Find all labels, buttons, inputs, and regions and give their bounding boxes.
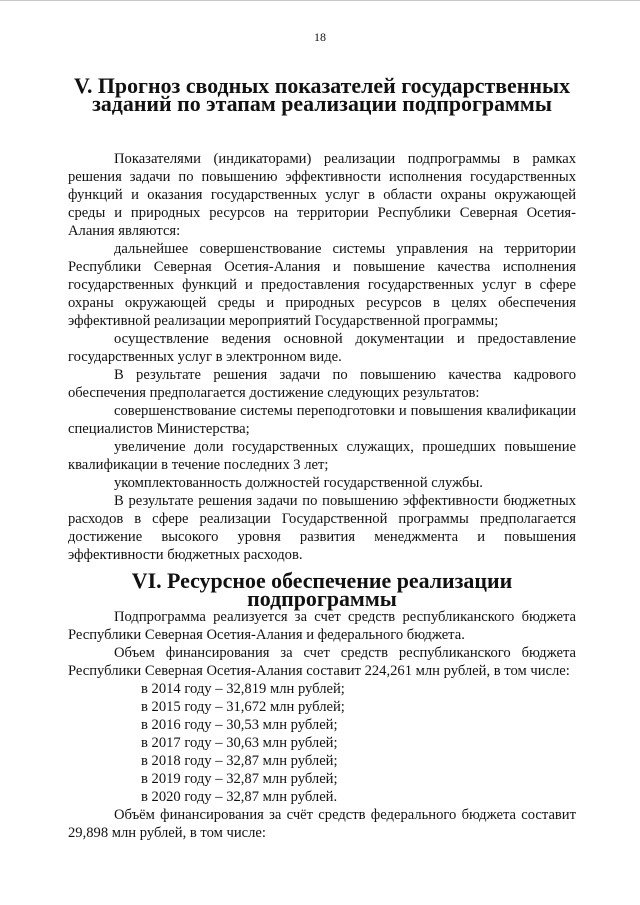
section-vi-heading: VI. Ресурсное обеспечение реализации подпрограммы — [131, 568, 513, 611]
section-v-paragraph: осуществление ведения основной документации и предоставление государственных услуг в электронном виде. — [68, 331, 576, 365]
section-v-paragraph: совершенствование системы переподготовки и повышения квалификации специалистов Министерства; — [68, 403, 576, 437]
funding-year-item: в 2014 году – 32,819 млн рублей; — [141, 681, 345, 697]
document-body — [68, 73, 576, 842]
funding-year-item: в 2020 году – 32,87 млн рублей. — [141, 789, 338, 805]
scan-top-edge — [0, 0, 640, 1]
regional-funding-by-year-list — [68, 680, 576, 806]
section-v-heading: V. Прогноз сводных показателей государственных заданий по этапам реализации подпрограммы — [73, 73, 571, 116]
section-v-paragraph: Показателями (индикаторами) реализации подпрограммы в рамках решения задачи по повышению эффективности исполнения государственных функций и оказания государственных услуг в области охраны окружающей среды и природных ресурсов на территории Республики Северная Осетия-Алания являются: — [68, 151, 576, 239]
section-v-paragraph: В результате решения задачи по повышению эффективности бюджетных расходов в сфере реализации Государственной программы предполагается достижение высокого уровня развития менеджмента и повышения эффективности бюджетных расходов. — [68, 493, 576, 563]
funding-year-item: в 2015 году – 31,672 млн рублей; — [141, 699, 345, 715]
section-vi-regional-total: Объем финансирования за счет средств республиканского бюджета Республики Северная Осетия-Алания составит 224,261 млн рублей, в том числе: — [68, 645, 576, 679]
funding-year-item: в 2016 году – 30,53 млн рублей; — [141, 717, 338, 733]
section-v-paragraph: увеличение доли государственных служащих, прошедших повышение квалификации в течение последних 3 лет; — [68, 439, 576, 473]
section-v-paragraph: В результате решения задачи по повышению качества кадрового обеспечения предполагается достижение следующих результатов: — [68, 367, 576, 401]
section-vi-federal-total: Объём финансирования за счёт средств федерального бюджета составит 29,898 млн рублей, в том числе: — [68, 807, 576, 841]
page-number: 18 — [314, 30, 326, 44]
section-vi-intro: Подпрограмма реализуется за счет средств республиканского бюджета Республики Северная Осетия-Алания и федерального бюджета. — [68, 609, 576, 643]
funding-year-item: в 2017 году – 30,63 млн рублей; — [141, 735, 338, 751]
section-v-paragraph: укомплектованность должностей государственной службы. — [114, 475, 483, 491]
section-v-paragraph: дальнейшее совершенствование системы управления на территории Республики Северная Осетия-Алания и повышение качества исполнения государственных функций и предоставления государственных услуг в сфере охраны окружающей среды и природных ресурсов в целях обеспечения эффективной реализации мероприятий Государственной программы; — [68, 241, 576, 329]
funding-year-item: в 2018 году – 32,87 млн рублей; — [141, 753, 338, 769]
funding-year-item: в 2019 году – 32,87 млн рублей; — [141, 771, 338, 787]
